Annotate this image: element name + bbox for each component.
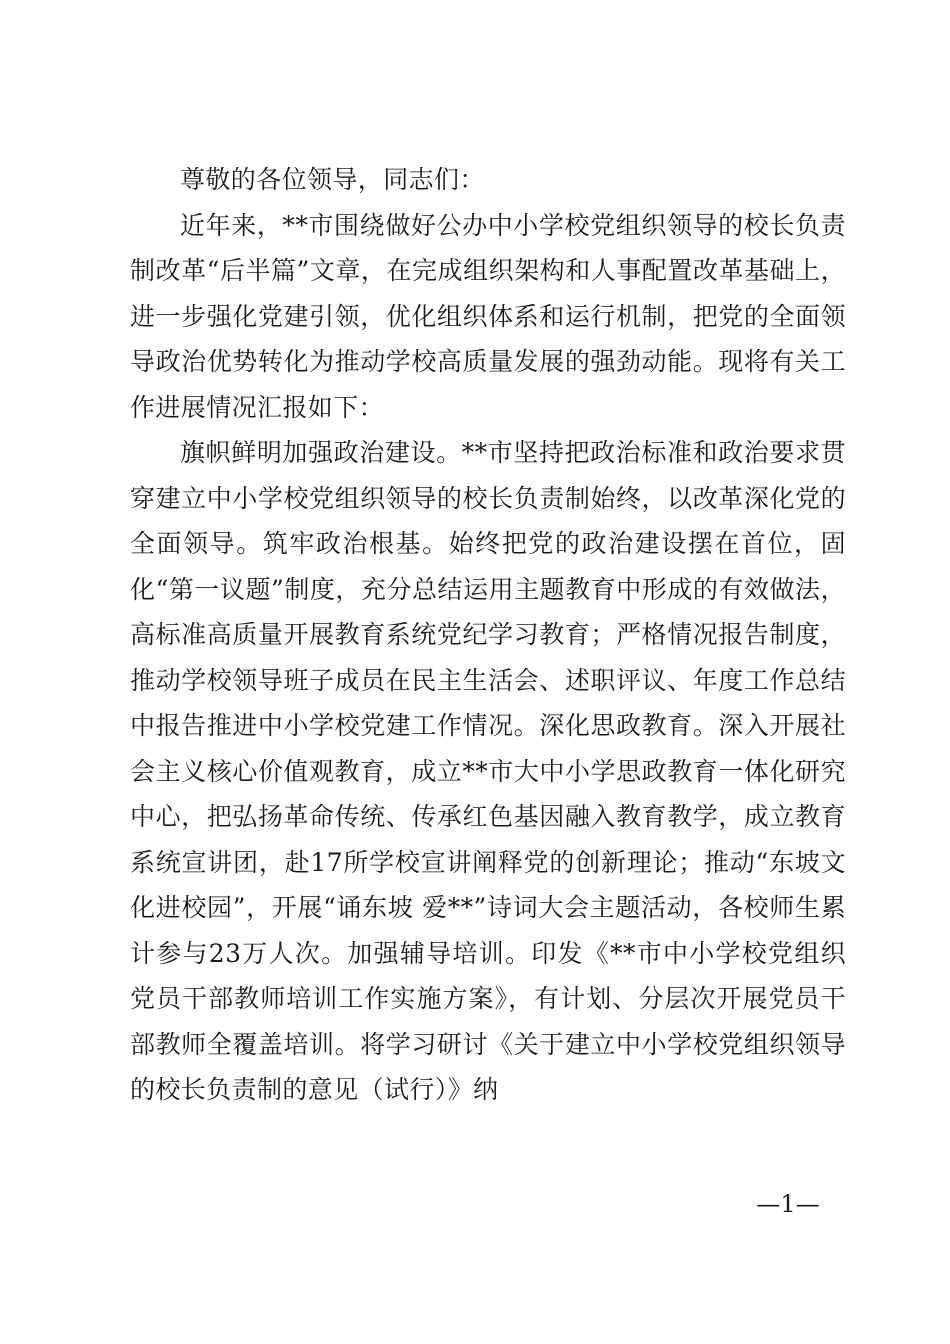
paragraph-intro: 近年来，**市围绕做好公办中小学校党组织领导的校长负责制改革“后半篇”文章，在完成组织架构和人事配置改革基础上，进一步强化党建引领，优化组织体系和运行机制，把党的全面领导政治优势转化为推动学校高质量发展的强劲动能。现将有关工作进展情况汇报如下： (130, 210, 846, 422)
document-body (130, 157, 846, 1113)
page-number: —1— (756, 1190, 820, 1218)
salutation: 尊敬的各位领导，同志们： (180, 165, 485, 194)
paragraph-political-construction: 旗帜鲜明加强政治建设。**市坚持把政治标准和政治要求贯穿建立中小学校党组织领导的校长负责制始终，以改革深化党的全面领导。筑牢政治根基。始终把党的政治建设摆在首位，固化“第一议题”制度，充分总结运用主题教育中形成的有效做法，高标准高质量开展教育系统党纪学习教育；严格情况报告制度，推动学校领导班子成员在民主生活会、述职评议、年度工作总结中报告推进中小学校党建工作情况。深化思政教育。深入开展社会主义核心价值观教育，成立**市大中小学思政教育一体化研究中心，把弘扬革命传统、传承红色基因融入教育教学，成立教育系统宣讲团，赴17所学校宣讲阐释党的创新理论；推动“东坡文化进校园”，开展“诵东坡 爱**”诗词大会主题活动，各校师生累计参与23万人次。加强辅导培训。印发《**市中小学校党组织党员干部教师培训工作实施方案》，有计划、分层次开展党员干部教师全覆盖培训。将学习研讨《关于建立中小学校党组织领导的校长负责制的意见（试行）》纳 (130, 438, 846, 1104)
